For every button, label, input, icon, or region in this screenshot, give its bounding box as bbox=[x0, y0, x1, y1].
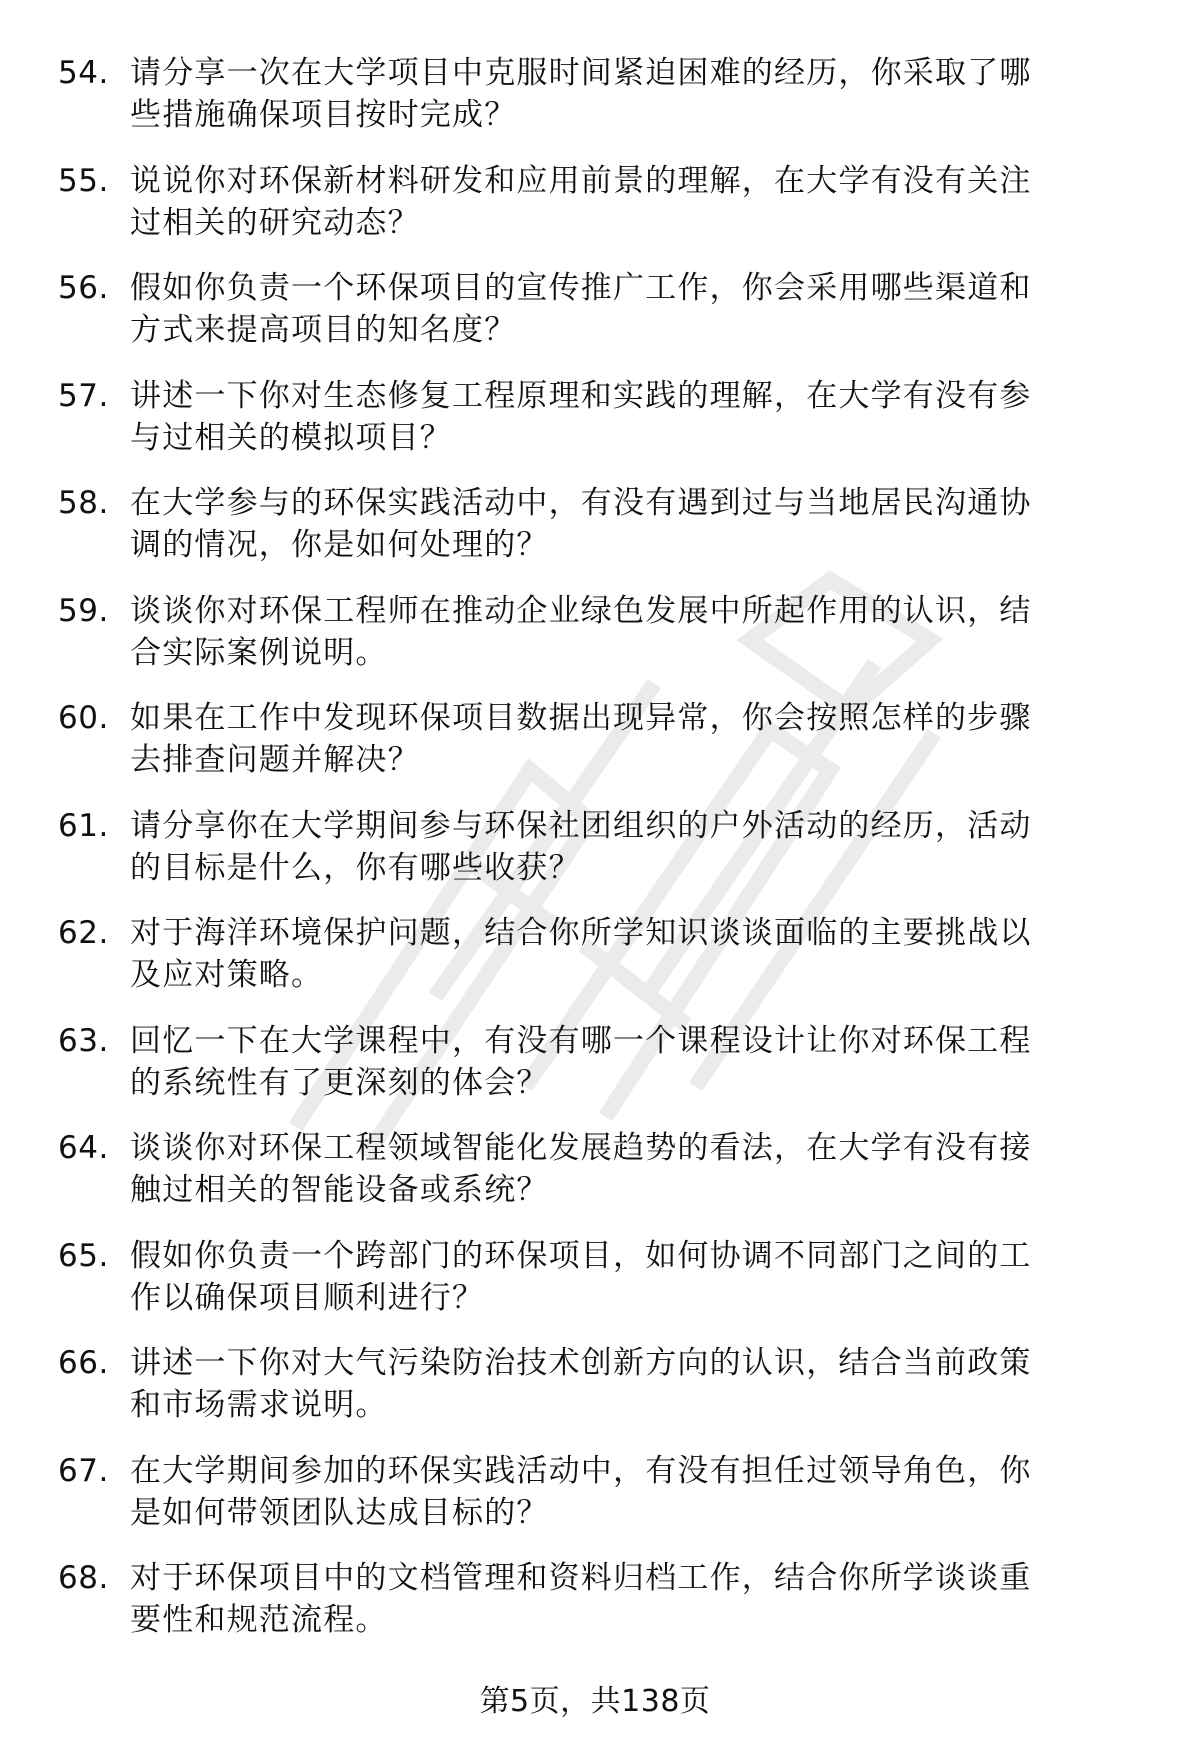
question-number: 60. bbox=[58, 700, 109, 736]
question-number: 66. bbox=[58, 1345, 109, 1381]
question-text: 说说你对环保新材料研发和应用前景的理解，在大学有没有关注 过相关的研究动态？ bbox=[130, 162, 1032, 241]
question-text: 回忆一下在大学课程中，有没有哪一个课程设计让你对环保工程 的系统性有了更深刻的体会？ bbox=[130, 1022, 1032, 1101]
list-item bbox=[58, 375, 1148, 483]
question-text: 假如你负责一个环保项目的宣传推广工作，你会采用哪些渠道和 方式来提高项目的知名度？ bbox=[130, 270, 1032, 348]
question-list bbox=[58, 52, 1148, 1665]
list-item bbox=[58, 805, 1148, 913]
question-number: 68. bbox=[58, 1560, 109, 1596]
question-text: 对于环保项目中的文档管理和资料归档工作，结合你所学谈谈重 要性和规范流程。 bbox=[130, 1560, 1032, 1638]
question-text: 在大学参与的环保实践活动中，有没有遇到过与当地居民沟通协 调的情况，你是如何处理的？ bbox=[130, 485, 1032, 563]
question-number: 56. bbox=[58, 270, 109, 306]
question-text: 在大学期间参加的环保实践活动中，有没有担任过领导角色，你 是如何带领团队达成目标的？ bbox=[130, 1452, 1032, 1531]
question-number: 64. bbox=[58, 1130, 109, 1166]
list-item bbox=[58, 1450, 1148, 1558]
question-text: 请分享你在大学期间参与环保社团组织的户外活动的经历，活动 的目标是什么，你有哪些收获？ bbox=[130, 807, 1032, 886]
list-item bbox=[58, 1127, 1148, 1235]
question-number: 63. bbox=[58, 1022, 109, 1059]
question-number: 61. bbox=[58, 807, 109, 844]
question-number: 62. bbox=[58, 915, 109, 951]
list-item bbox=[58, 1020, 1148, 1128]
list-item bbox=[58, 1557, 1148, 1665]
question-text: 讲述一下你对生态修复工程原理和实践的理解，在大学有没有参 与过相关的模拟项目？ bbox=[130, 377, 1032, 456]
question-number: 57. bbox=[58, 377, 109, 414]
list-item bbox=[58, 1235, 1148, 1343]
list-item bbox=[58, 267, 1148, 375]
question-text: 请分享一次在大学项目中克服时间紧迫困难的经历，你采取了哪 些措施确保项目按时完成？ bbox=[130, 55, 1032, 133]
question-text: 如果在工作中发现环保项目数据出现异常，你会按照怎样的步骤 去排查问题并解决？ bbox=[130, 700, 1032, 778]
question-number: 65. bbox=[58, 1237, 109, 1274]
question-text: 对于海洋环境保护问题，结合你所学知识谈谈面临的主要挑战以 及应对策略。 bbox=[130, 915, 1032, 993]
list-item bbox=[58, 160, 1148, 268]
question-text: 谈谈你对环保工程领域智能化发展趋势的看法，在大学有没有接 触过相关的智能设备或系统？ bbox=[130, 1130, 1032, 1208]
list-item bbox=[58, 482, 1148, 590]
list-item bbox=[58, 697, 1148, 805]
list-item bbox=[58, 912, 1148, 1020]
question-text: 谈谈你对环保工程师在推动企业绿色发展中所起作用的认识，结 合实际案例说明。 bbox=[130, 592, 1032, 671]
question-text: 讲述一下你对大气污染防治技术创新方向的认识，结合当前政策 和市场需求说明。 bbox=[130, 1345, 1032, 1423]
question-text: 假如你负责一个跨部门的环保项目，如何协调不同部门之间的工 作以确保项目顺利进行？ bbox=[130, 1237, 1032, 1316]
page-footer: 第5页，共138页 bbox=[479, 1684, 711, 1719]
question-number: 54. bbox=[58, 55, 109, 91]
list-item bbox=[58, 1342, 1148, 1450]
list-item bbox=[58, 590, 1148, 698]
question-number: 58. bbox=[58, 485, 109, 521]
question-number: 59. bbox=[58, 592, 109, 629]
question-number: 67. bbox=[58, 1452, 109, 1489]
list-item bbox=[58, 52, 1148, 160]
question-number: 55. bbox=[58, 162, 109, 199]
